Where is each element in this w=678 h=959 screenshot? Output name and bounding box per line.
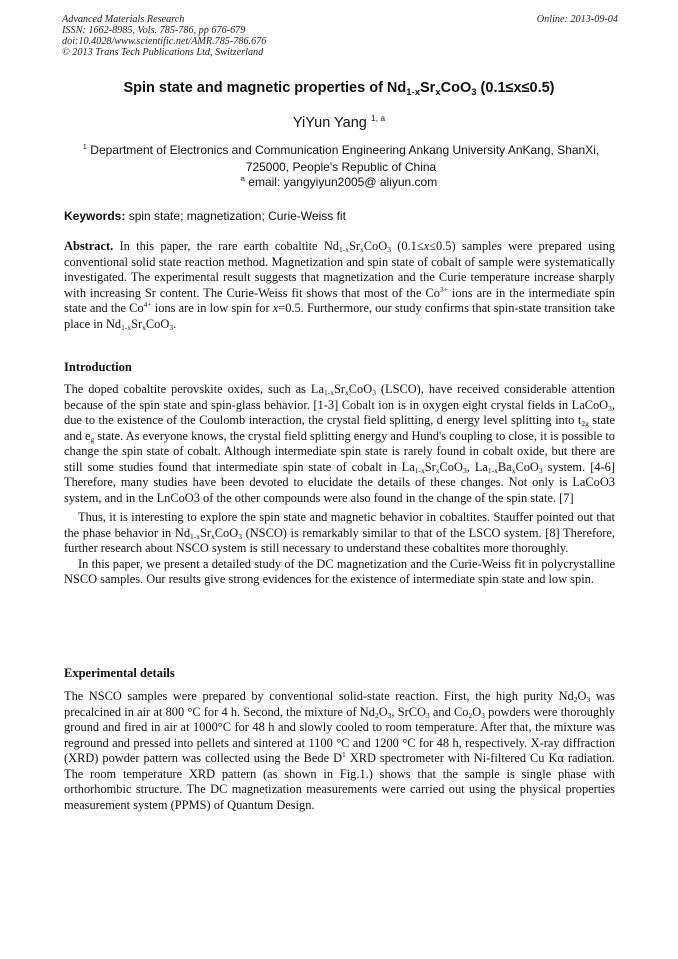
abstract-paragraph: Abstract. In this paper, the rare earth cobaltite $Nd_{1-x}Sr_xCoO_3$ (0.1≤x≤0.5) samples were prepared using conventional solid state reaction method. Magnetization and spin state of cobalt of sample were systematically investigated. The experimental result suggests that magnetization and the Curie temperature increase sharply with increasing Sr content. The Curie-Weiss fit shows that most of the $Co^{3+}$ ions are in the intermediate spin state and the $Co^{4+}$ ions are in low spin for x=0.5. Furthermore, our study confirms that spin-state transition take place in $Nd_{1-x}Sr_xCoO_3$. xyxy=(64,239,615,332)
keywords-label: Keywords: xyxy=(64,209,126,223)
online-date: Online: 2013-09-04 xyxy=(536,14,618,25)
paper-title: Spin state and magnetic properties of $Nd_{1-x}Sr_xCoO_3$ (0.1≤x≤0.5) xyxy=(123,80,555,98)
issn-line: ISSN: 1662-8985, Vols. 785-786, pp 676-679 xyxy=(62,25,246,36)
keywords: Keywords: spin state; magnetization; Curie-Weiss fit xyxy=(64,209,346,223)
doi-line: doi:10.4028/www.scientific.net/AMR.785-786.676 xyxy=(62,36,267,47)
copyright-line: © 2013 Trans Tech Publications Ltd, Switzerland xyxy=(62,47,264,58)
journal-name: Advanced Materials Research xyxy=(62,14,185,25)
introduction-body xyxy=(64,382,615,588)
intro-paragraph-3: In this paper, we present a detailed study of the DC magnetization and the Curie-Weiss fit in polycrystalline NSCO samples. Our results give strong evidences for the existence of intermediate spin state and low spin. xyxy=(64,556,615,586)
experimental-heading: Experimental details xyxy=(64,666,175,680)
experimental-paragraph: The NSCO samples were prepared by conventional solid-state reaction. First, the high purity $Nd_2O_3$ was precalcined in air at 800 °C for 4 h. Second, the mixture of $Nd_2O_3$, SrCO$_3$ and $Co_2O_3$ powders were thoroughly ground and fired in air at 1000°C for 48 h and slowly cooled to room temperature. After that, the mixture was reground and pressed into pellets and sintered at 1100 °C and 1200 °C for 48 h, respectively. X-ray diffraction (XRD) powder pattern was collected using the Bede $D^1$ XRD spectrometer with Ni-filtered Cu Kα radiation. The room temperature XRD pattern (as shown in Fig.1.) shows that the sample is single phase with orthorhombic structure. The DC magnetization measurements were carried out using the physical properties measurement system (PPMS) of Quantum Design. xyxy=(64,689,615,812)
journal-header xyxy=(62,14,618,58)
author-email: $^a$ email: yangyiyun2005@ aliyun.com xyxy=(240,174,438,189)
abstract-label: Abstract. xyxy=(64,239,114,253)
introduction-heading: Introduction xyxy=(64,360,132,374)
affiliation: $^1$ Department of Electronics and Communication Engineering Ankang University AnKang, ShanXi, 725000, People's Republic of China xyxy=(82,142,600,174)
intro-paragraph-1: The doped cobaltite perovskite oxides, such as $La_{1-x}Sr_xCoO_3$ (LSCO), have received considerable attention because of the spin state and spin-glass behavior. [1-3] Cobalt ion is in oxygen eight crystal fields in LaCoO$_3$, due to the existence of the Coulomb interaction, the crystal field splitting, d energy level splitting into $t_{2g}$ state and $e_g$ state. As everyone knows, the crystal field splitting energy and Hund's coupling to close, it is possible to change the spin state of cobalt. Although intermediate spin state is rarely found in cobalt oxide, but there are still some studies found that intermediate spin state of cobalt in $La_{1-x}Sr_xCoO_3$, $La_{1-x}Ba_xCoO_3$ system. [4-6] Therefore, many studies have been devoted to elucidate the details of these changes. Not only is LaCoO3 system, and in the LnCoO3 of the other compounds were also found in the change of the spin state. [7] xyxy=(64,382,616,505)
author-name: YiYun Yang $^{1, a}$ xyxy=(292,113,386,131)
intro-paragraph-2: Thus, it is interesting to explore the spin state and magnetic behavior in cobaltites. Stauffer pointed out that the phase behavior in $Nd_{1-x}Sr_xCoO_3$ (NSCO) is remarkably similar to that of the LSCO system. [8] Therefore, further research about NSCO system is still necessary to understand these cobaltites more thoroughly. xyxy=(64,510,615,555)
